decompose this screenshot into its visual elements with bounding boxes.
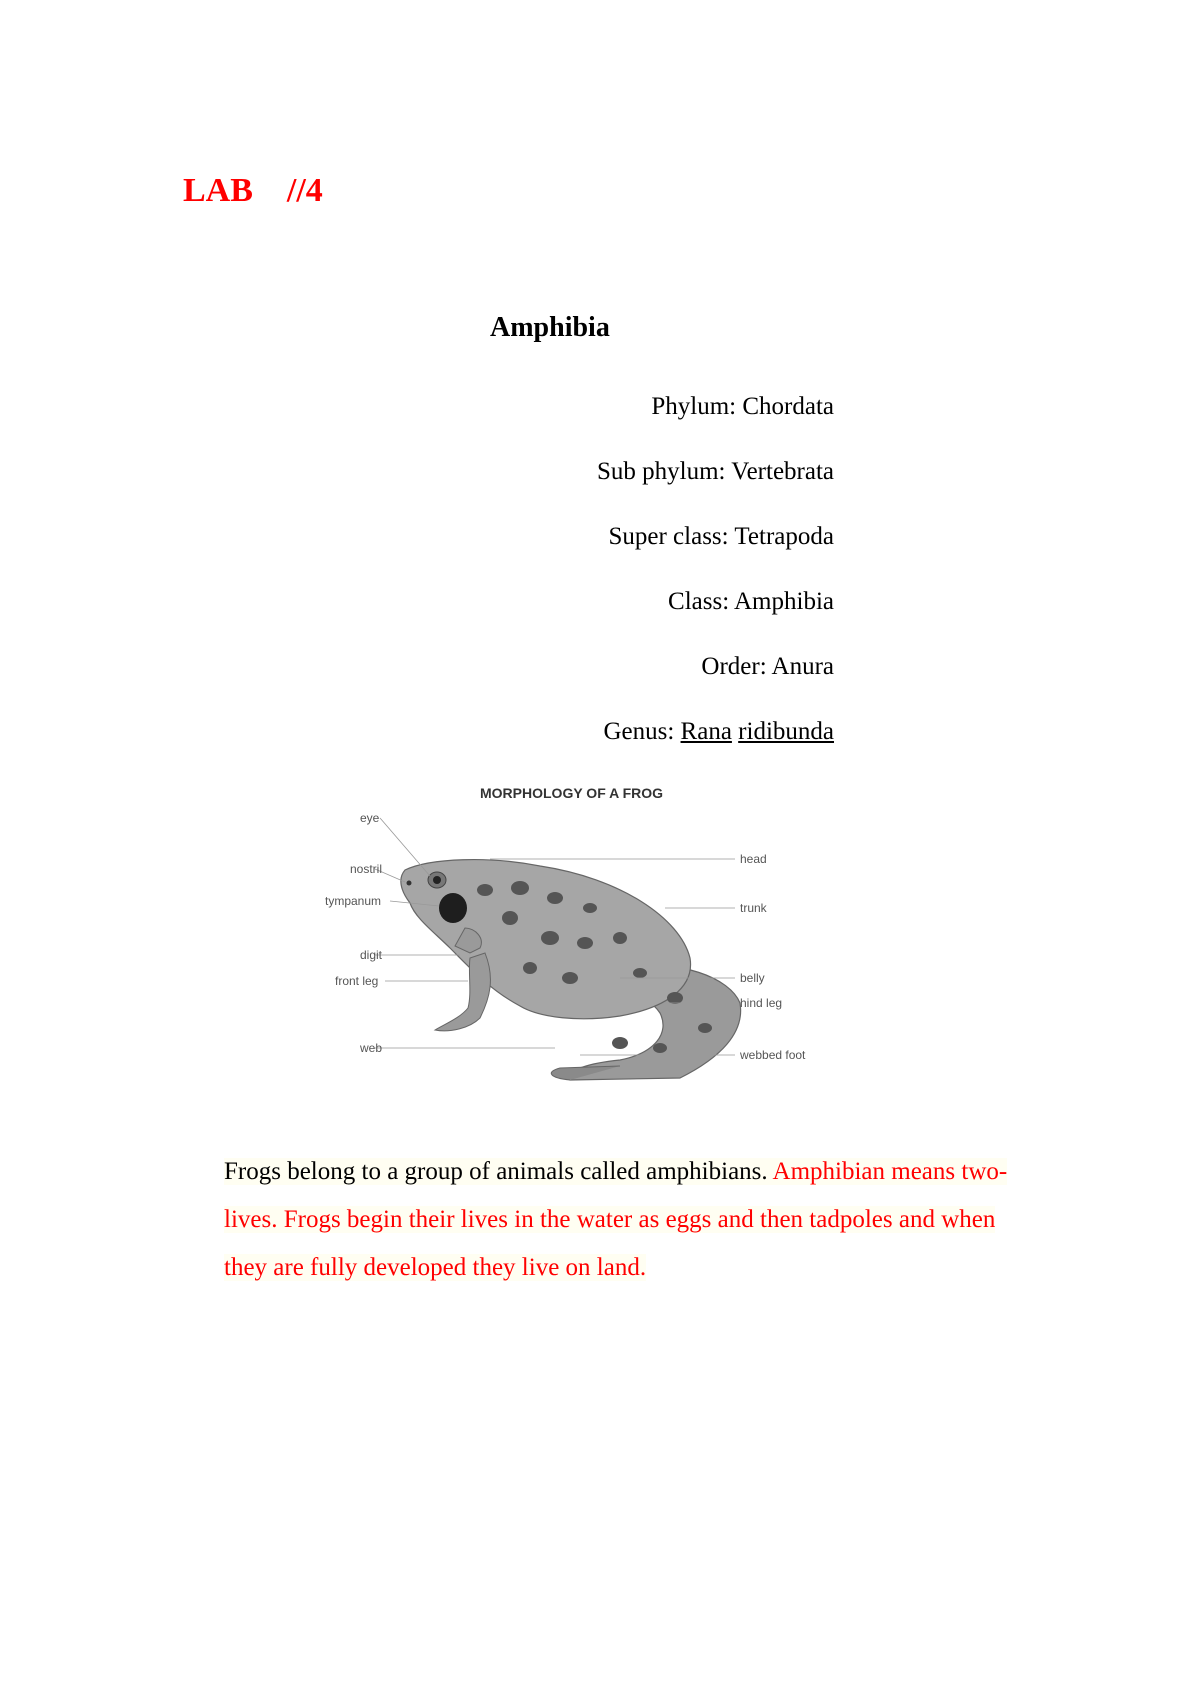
taxonomy-class: Class: Amphibia (668, 588, 834, 615)
frog-morphology-figure (320, 778, 880, 1098)
label-nostril: nostril (350, 862, 383, 876)
label-head: head (740, 852, 767, 866)
lab-title: LAB //4 (183, 172, 323, 209)
label-web: web (360, 1041, 383, 1055)
paragraph-intro: Frogs belong to a group of animals called amphibians. (224, 1158, 773, 1185)
species-name: ridibunda (738, 718, 834, 745)
taxonomy-list (597, 388, 834, 778)
taxonomy-genus (597, 713, 834, 778)
label-trunk: trunk (740, 901, 767, 915)
taxonomy-superclass: Super class: Tetrapoda (608, 523, 834, 550)
genus-prefix: Genus: (603, 718, 681, 745)
labels-left (325, 811, 383, 1055)
figure-title: MORPHOLOGY OF A FROG (480, 785, 664, 801)
taxonomy-order: Order: Anura (701, 653, 834, 680)
label-hind-leg: hind leg (740, 996, 783, 1010)
genus-name: Rana (680, 718, 732, 745)
labels-right (739, 852, 806, 1062)
label-belly: belly (740, 971, 765, 985)
label-tympanum: tympanum (325, 894, 382, 908)
section-title: Amphibia (490, 312, 610, 343)
label-digit: digit (360, 948, 383, 962)
label-webbed-foot: webbed foot (740, 1048, 806, 1062)
frog-illustration (401, 860, 741, 1080)
amphibian-paragraph (224, 1148, 1024, 1292)
paragraph-highlight: Amphibian means two-lives. Frogs begin their lives in the water as eggs and then tadpoles and when they are fully developed they live on land. (224, 1158, 1008, 1281)
taxonomy-subphylum: Sub phylum: Vertebrata (597, 458, 834, 485)
taxonomy-phylum: Phylum: Chordata (651, 393, 834, 420)
label-eye: eye (360, 811, 380, 825)
label-front-leg: front leg (335, 974, 379, 988)
